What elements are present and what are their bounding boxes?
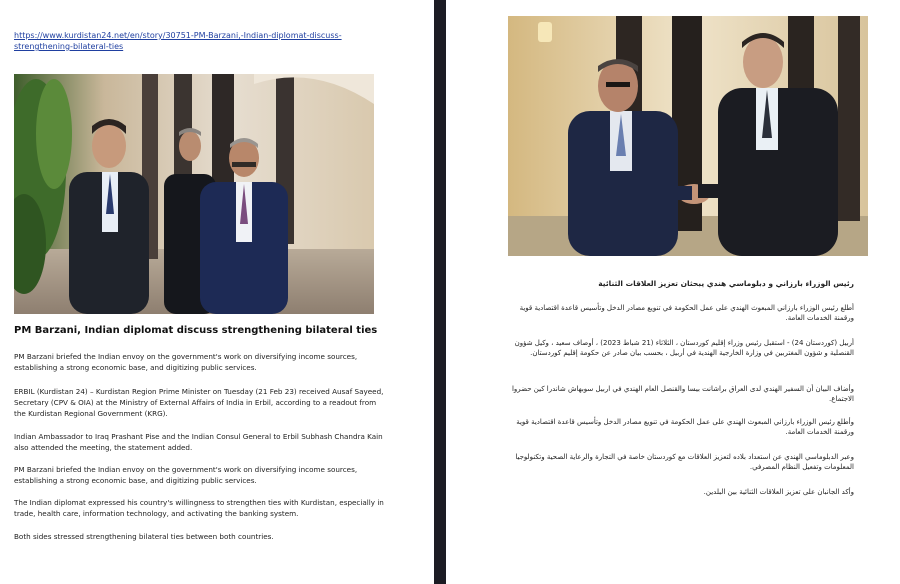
arabic-paragraph: وأضاف البيان أن السفير الهندي لدى العراق براشانت بيسا والقنصل العام الهندي في اربيل سوبهاش شاندرا كين حضروا الاجتماع. bbox=[511, 385, 854, 403]
handshake-photo bbox=[508, 16, 868, 256]
meeting-walk-photo bbox=[14, 74, 374, 314]
arabic-article-title: رئيس الوزراء بارزاني و دبلوماسي هندي يبحثان تعزيز العلاقات الثنائية bbox=[598, 279, 854, 288]
handshake-scene-icon bbox=[508, 16, 868, 256]
article-paragraph: Indian Ambassador to Iraq Prashant Pise and the Indian Consul General to Erbil Subhash Chandra Kain also attended the meeting, the statement added. bbox=[14, 432, 383, 452]
source-url-link[interactable]: https://www.kurdistan24.net/en/story/30751-PM-Barzani,-Indian-diplomat-discuss-strengthening-bilateral-ties bbox=[14, 31, 342, 51]
arabic-paragraph: وعبر الدبلوماسي الهندي عن استعداد بلاده لتعزيز العلاقات مع كوردستان خاصة في التجارة والرعاية الصحية وتكنولوجيا المعلومات وتفعيل النظام المصرفي. bbox=[515, 453, 854, 471]
article-paragraph: ERBIL (Kurdistan 24) – Kurdistan Region Prime Minister on Tuesday (21 Feb 23) received Ausaf Sayeed, Secretary (CPV & OIA) at the Ministry of External Affairs of India in Erbil, according to a readout from the Kurdistan Regional Government (KRG). bbox=[14, 387, 384, 418]
photo-scene-icon bbox=[14, 74, 374, 314]
left-document-page bbox=[0, 0, 434, 584]
article-paragraph: PM Barzani briefed the Indian envoy on the government's work on diversifying income sources, establishing a strong economic base, and digitizing public services. bbox=[14, 352, 358, 372]
article-paragraph: PM Barzani briefed the Indian envoy on the government's work on diversifying income sources, establishing a strong economic base, and digitizing public services. bbox=[14, 465, 358, 485]
arabic-paragraph: وأكد الجانبان على تعزيز العلاقات الثنائية بين البلدين. bbox=[703, 488, 854, 496]
article-headline: PM Barzani, Indian diplomat discuss strengthening bilateral ties bbox=[14, 325, 378, 336]
page-divider bbox=[434, 0, 446, 584]
arabic-paragraph: أطلع رئيس الوزراء بارزاني المبعوث الهندي على عمل الحكومة في تنويع مصادر الدخل وتأسيس قاعدة اقتصادية قوية ورقمنة الخدمات العامة. bbox=[519, 304, 854, 322]
arabic-paragraph: وأطلع رئيس الوزراء بارزاني المبعوث الهندي على عمل الحكومة في تنويع مصادر الدخل وتأسيس قاعدة اقتصادية قوية ورقمنة الخدمات العامة. bbox=[516, 418, 854, 436]
arabic-paragraph: أربيل (كوردستان 24) - استقبل رئيس وزراء إقليم كوردستان ، الثلاثاء (21 شباط 2023) ، أوصاف سعيد ، وكيل شؤون القنصلية و شؤون المغتربين في وزارة الخارجية الهندية في أربيل ، بحسب بيان صادر عن حكومة إقليم كوردستان. bbox=[514, 339, 854, 357]
article-paragraph: The Indian diplomat expressed his country's willingness to strengthen ties with Kurdistan, especially in trade, health care, information technology, and activating the banking system. bbox=[14, 498, 384, 518]
article-paragraph: Both sides stressed strengthening bilateral ties between both countries. bbox=[14, 532, 274, 541]
